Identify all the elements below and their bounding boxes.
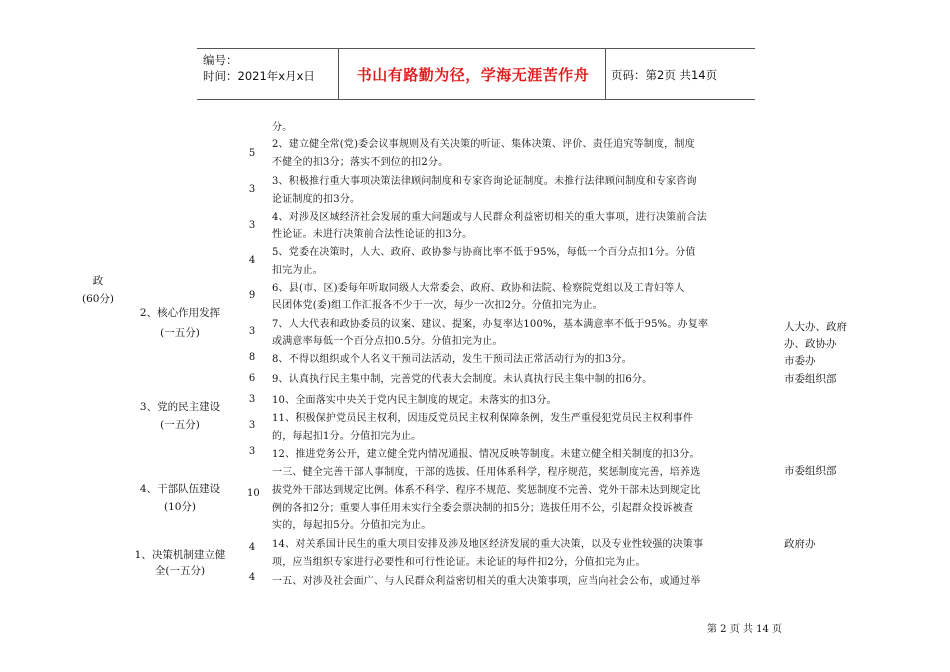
header-motto: 书山有路勤为径，学海无涯苦作舟 <box>356 66 590 84</box>
text-line: 11、积极保护党员民主权利，因违反党员民主权利保障条例，发生严重侵犯党员民主权利事件 <box>272 413 694 424</box>
header-divider <box>605 49 606 99</box>
score-value: 3 <box>248 220 256 231</box>
text-line: 7、人大代表和政协委员的议案、建议、提案，办复率达100%，基本满意率不低于95%。办复率 <box>272 319 709 330</box>
score-value: 4 <box>248 572 256 583</box>
category-score: (10分) <box>163 501 197 513</box>
text-line: 性论证。未进行决策前合法性论证的扣3分。 <box>272 229 473 240</box>
header-divider <box>338 49 339 99</box>
score-value: 6 <box>248 373 256 384</box>
score-value: 3 <box>248 326 256 337</box>
department-label: 办、政协办 <box>784 338 837 350</box>
text-line: 8、不得以组织或个人名义干预司法活动，发生干预司法正常活动行为的扣3分。 <box>272 354 632 365</box>
section-title: 政 <box>92 275 104 287</box>
text-line: 或满意率每低一个百分点扣0.5分。分值扣完为止。 <box>272 336 503 347</box>
section-score: (60分) <box>81 293 115 305</box>
department-label: 市委办 <box>784 355 816 367</box>
category-score: (一五分) <box>160 327 200 339</box>
text-line: 的，每起扣1分。分值扣完为止。 <box>272 431 422 442</box>
department-label: 政府办 <box>784 538 816 550</box>
category-label: 1、决策机制建立健 <box>134 549 226 561</box>
text-line: 项，应当组织专家进行必要性和可行性论证。未论证的每件扣2分，分值扣完为止。 <box>272 557 646 568</box>
category-label: 3、党的民主建设 <box>139 401 221 413</box>
page-footer: 第 2 页 共 14 页 <box>707 624 782 635</box>
department-label: 市委组织部 <box>784 373 837 385</box>
score-value: 4 <box>248 542 256 553</box>
text-line: 6、县(市、区)委每年听取同级人大常委会、政府、政协和法院、检察院党组以及工青妇等人 <box>272 283 685 294</box>
score-value: 10 <box>247 488 260 499</box>
text-line: 例的各扣2分；重要人事任用未实行全委会票决制的扣5分；选拔任用不公，引起群众投诉被查 <box>272 503 694 514</box>
text-line: 扣完为止。 <box>272 265 323 276</box>
score-value: 5 <box>248 148 256 159</box>
text-line: 2、建立健全常(党)委会议事规则及有关决策的听证、集体决策、评价、责任追究等制度，制度 <box>272 139 695 150</box>
text-line: 分。 <box>272 122 293 133</box>
category-score: (一五分) <box>160 419 200 431</box>
text-line: 14、对关系国计民生的重大项目安排及涉及地区经济发展的重大决策，以及专业性较强的决策事 <box>272 539 704 550</box>
text-line: 4、对涉及区域经济社会发展的重大问题或与人民群众利益密切相关的重大事项，进行决策前合法 <box>272 212 707 223</box>
score-value: 3 <box>248 394 256 405</box>
time-label: 时间：2021年x月x日 <box>203 69 315 83</box>
text-line: 一三、健全完善干部人事制度，干部的选拔、任用体系科学，程序规范，奖惩制度完善，培养选 <box>272 467 701 478</box>
serial-label: 编号： <box>203 53 238 67</box>
text-line: 5、党委在决策时，人大、政府、政协参与协商比率不低于95%，每低一个百分点扣1分。分值 <box>272 247 696 258</box>
text-line: 不健全的扣3分；落实不到位的扣2分。 <box>272 157 449 168</box>
score-value: 8 <box>248 352 256 363</box>
score-value: 3 <box>248 446 256 457</box>
category-label: 4、干部队伍建设 <box>139 483 221 495</box>
text-line: 实的，每起扣5分。分值扣完为止。 <box>272 520 432 531</box>
score-value: 4 <box>248 255 256 266</box>
department-label: 市委组织部 <box>784 465 837 477</box>
text-line: 民团体党(委)组工作汇报各不少于一次，每少一次扣2分。分值扣完为止。 <box>272 300 603 311</box>
score-value: 3 <box>248 420 256 431</box>
page-header <box>197 48 755 100</box>
text-line: 拔党外干部达到规定比例。体系不科学、程序不规范、奖惩制度不完善、党外干部未达到规定比 <box>272 485 701 496</box>
text-line: 论证制度的扣3分。 <box>272 194 361 205</box>
category-label: 2、核心作用发挥 <box>139 307 221 319</box>
text-line: 3、积极推行重大事项决策法律顾问制度和专家咨询论证制度。未推行法律顾问制度和专家咨询 <box>272 176 697 187</box>
text-line: 一五、对涉及社会面广、与人民群众利益密切相关的重大决策事项，应当向社会公布，或通过举 <box>272 576 701 587</box>
text-line: 10、全面落实中央关于党内民主制度的规定。未落实的扣3分。 <box>272 395 557 406</box>
page-number-label: 页码：第2页 共14页 <box>611 68 718 82</box>
score-value: 3 <box>248 184 256 195</box>
text-line: 12、推进党务公开，建立健全党内情况通报、情况反映等制度。未建立健全相关制度的扣3分。 <box>272 449 700 460</box>
score-value: 9 <box>248 290 256 301</box>
text-line: 9、认真执行民主集中制，完善党的代表大会制度。未认真执行民主集中制的扣6分。 <box>272 374 653 385</box>
header-meta <box>203 52 315 84</box>
category-score: 全(一五分) <box>154 565 206 577</box>
department-label: 人大办、政府 <box>784 321 847 333</box>
